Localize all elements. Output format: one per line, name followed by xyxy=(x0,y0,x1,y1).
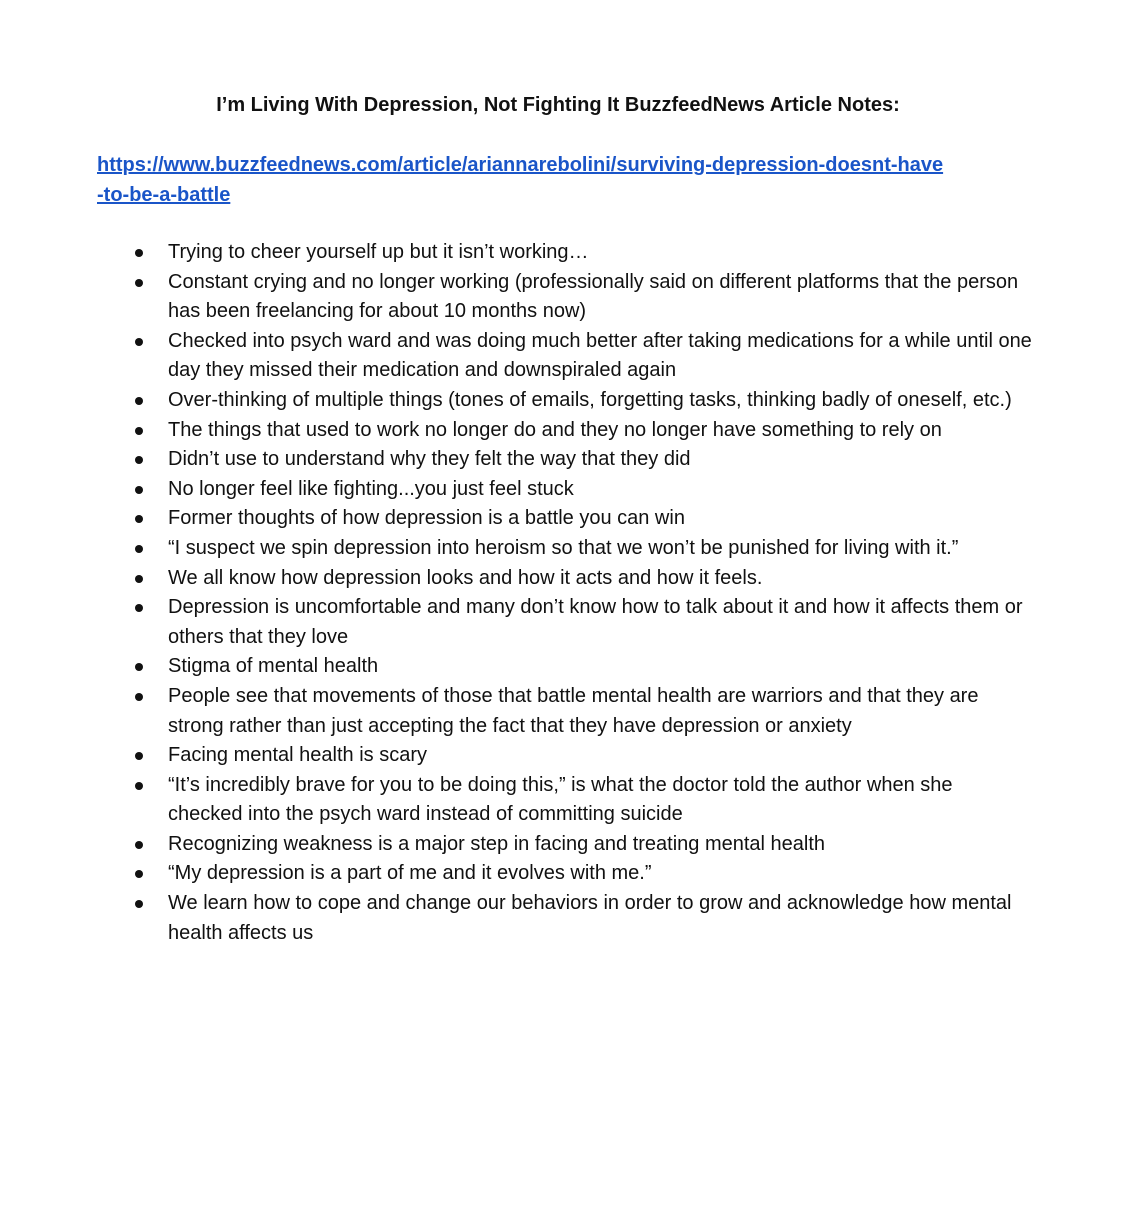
list-item-text: People see that movements of those that battle mental health are warriors and that they are strong rather than just accepting the fact that they have depression or anxiety xyxy=(168,684,979,737)
list-item xyxy=(132,859,1032,889)
list-item-text: Stigma of mental health xyxy=(168,655,379,678)
list-item-text: Checked into psych ward and was doing much better after taking medications for a while until one day they missed their medication and downspiraled again xyxy=(168,329,1032,382)
list-item xyxy=(132,268,1032,327)
list-item xyxy=(132,652,1032,682)
list-item xyxy=(132,771,1032,830)
list-item-text: The things that used to work no longer do and they no longer have something to rely on xyxy=(168,418,942,441)
list-item-text: Didn’t use to understand why they felt the way that they did xyxy=(168,448,691,471)
bullet-icon xyxy=(135,900,143,908)
list-item xyxy=(132,475,1032,505)
list-item-text: Recognizing weakness is a major step in facing and treating mental health xyxy=(168,832,826,855)
bullet-icon xyxy=(135,575,143,583)
article-link[interactable] xyxy=(97,150,1022,210)
list-item-text: We learn how to cope and change our behaviors in order to grow and acknowledge how mental health affects us xyxy=(168,892,1012,944)
list-item-text: “I suspect we spin depression into heroism so that we won’t be punished for living with it.” xyxy=(168,536,959,559)
bullet-icon xyxy=(135,486,143,494)
bullet-icon xyxy=(135,870,143,878)
list-item xyxy=(132,564,1032,594)
bullet-icon xyxy=(135,663,143,671)
article-link-line-1: https://www.buzzfeednews.com/article/ariannarebolini/surviving-depression-doesnt-have xyxy=(97,154,944,176)
bullet-icon xyxy=(135,456,143,464)
list-item xyxy=(132,386,1032,416)
bullet-icon xyxy=(135,782,143,790)
bullet-icon xyxy=(135,338,143,346)
list-item-text: Depression is uncomfortable and many don’t know how to talk about it and how it affects them or others that they love xyxy=(168,596,1023,648)
list-item-text: Over-thinking of multiple things (tones of emails, forgetting tasks, thinking badly of oneself, etc.) xyxy=(168,388,1012,411)
list-item-text: Former thoughts of how depression is a battle you can win xyxy=(168,507,685,530)
list-item-text: Trying to cheer yourself up but it isn’t working… xyxy=(168,241,589,263)
list-item-text: We all know how depression looks and how it acts and how it feels. xyxy=(168,566,763,589)
list-item xyxy=(132,741,1032,771)
list-item-text: Constant crying and no longer working (professionally said on different platforms that the person has been freelancing for about 10 months now) xyxy=(168,270,1019,323)
list-item-text: “My depression is a part of me and it evolves with me.” xyxy=(168,862,652,885)
bullet-icon xyxy=(135,604,143,612)
bullet-icon xyxy=(135,397,143,405)
list-item xyxy=(132,534,1032,564)
bullet-icon xyxy=(135,427,143,435)
bullet-icon xyxy=(135,693,143,701)
document-title: I’m Living With Depression, Not Fighting It BuzzfeedNews Article Notes: xyxy=(216,94,900,116)
list-item xyxy=(132,327,1032,386)
bullet-icon xyxy=(135,752,143,760)
list-item xyxy=(132,682,1032,741)
list-item-text: No longer feel like fighting...you just feel stuck xyxy=(168,477,574,500)
bullet-icon xyxy=(135,841,143,849)
notes-list xyxy=(132,238,1032,948)
article-link-line-2: -to-be-a-battle xyxy=(97,184,231,206)
bullet-icon xyxy=(135,249,143,257)
bullet-icon xyxy=(135,515,143,523)
list-item xyxy=(132,830,1032,860)
list-item xyxy=(132,416,1032,446)
list-item xyxy=(132,445,1032,475)
list-item xyxy=(132,889,1032,948)
list-item xyxy=(132,504,1032,534)
bullet-icon xyxy=(135,545,143,553)
list-item-text: “It’s incredibly brave for you to be doing this,” is what the doctor told the author when she checked into the psych ward instead of committing suicide xyxy=(168,773,953,826)
list-item-text: Facing mental health is scary xyxy=(168,744,428,767)
list-item xyxy=(132,593,1032,652)
list-item xyxy=(132,238,1032,268)
bullet-icon xyxy=(135,279,143,287)
